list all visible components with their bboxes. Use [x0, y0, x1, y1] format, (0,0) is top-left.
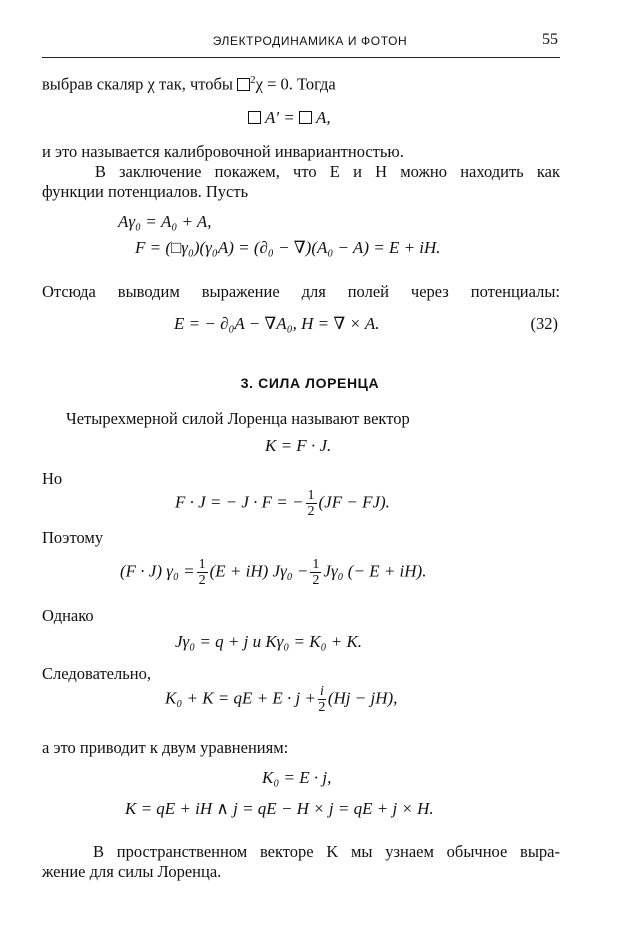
equation-commutator: F · J = − J · F = − $\frac{1}{2}$ (JF − FJ).: [175, 488, 390, 519]
equation-field: F = (□γ₀)(γ₀A) = (∂₀ − ∇)(A₀ − A) = E + iH.: [135, 238, 441, 257]
equation-lorentz-vector: K = qE + iH ∧ j = qE − H × j = qE + j × H.: [125, 799, 434, 818]
dalembertian-symbol: [248, 111, 261, 124]
equation-lorentz-force: K = F · J.: [265, 436, 332, 455]
equation-power: K₀ = E · j,: [262, 768, 332, 787]
fraction-half: $\frac{1}{2}$: [312, 557, 320, 588]
equation-number: (32): [530, 314, 558, 333]
text-line-10: Следовательно,: [42, 664, 151, 683]
text-line-13: жение для силы Лоренца.: [42, 862, 222, 881]
text-line-3: В заключение покажем, что E и H можно находить как: [94, 162, 561, 181]
section-heading: 3. СИЛА ЛОРЕНЦА: [240, 375, 380, 391]
dalembertian-symbol: [299, 111, 312, 124]
equation-gauge: A′ = A,: [248, 108, 331, 128]
fraction-i-half: $\frac{i}{2}$: [318, 684, 326, 715]
page-number: 55: [542, 31, 558, 48]
text-line-12: В пространственном векторе K мы узнаем обычное выра-: [92, 842, 561, 861]
equation-force-components: K₀ + K = qE + E · j + $\frac{i}{2}$ (Hj − jH),: [165, 684, 398, 715]
header-rule: [42, 57, 560, 58]
text-line-2: и это называется калибровочной инвариантностью.: [42, 142, 404, 161]
text-line-11: а это приводит к двум уравнениям:: [42, 738, 289, 757]
text-line-9: Однако: [42, 606, 94, 625]
text-line-5: Отсюда выводим выражение для полей через потенциалы:: [42, 282, 560, 301]
fraction-half: $\frac{1}{2}$: [198, 557, 206, 588]
text-line-7: Но: [42, 469, 63, 488]
equation-potential: Aγ₀ = A₀ + A,: [118, 212, 212, 231]
fraction-half: $\frac{1}{2}$: [307, 488, 315, 519]
text-line-6: Четырехмерной силой Лоренца называют вектор: [66, 409, 410, 428]
dalembertian-symbol: [237, 78, 250, 91]
equation-current: Jγ₀ = q + j и Kγ₀ = K₀ + K.: [175, 632, 363, 651]
text-line-8: Поэтому: [42, 528, 104, 547]
running-header: ЭЛЕКТРОДИНАМИКА И ФОТОН: [212, 34, 408, 48]
equation-expansion: (F · J) γ₀ = $\frac{1}{2}$ (E + iH) Jγ₀ − $\frac{1}{2}$ Jγ₀ (− E + iH).: [120, 557, 427, 588]
text-line-4: функции потенциалов. Пусть: [42, 182, 249, 201]
equation-fields-potentials: E = − ∂₀A − ∇A₀, H = ∇ × A.: [174, 314, 380, 333]
text-line-1: выбрав скаляр χ так, чтобы $^2$χ = 0. Тогда: [42, 74, 336, 94]
